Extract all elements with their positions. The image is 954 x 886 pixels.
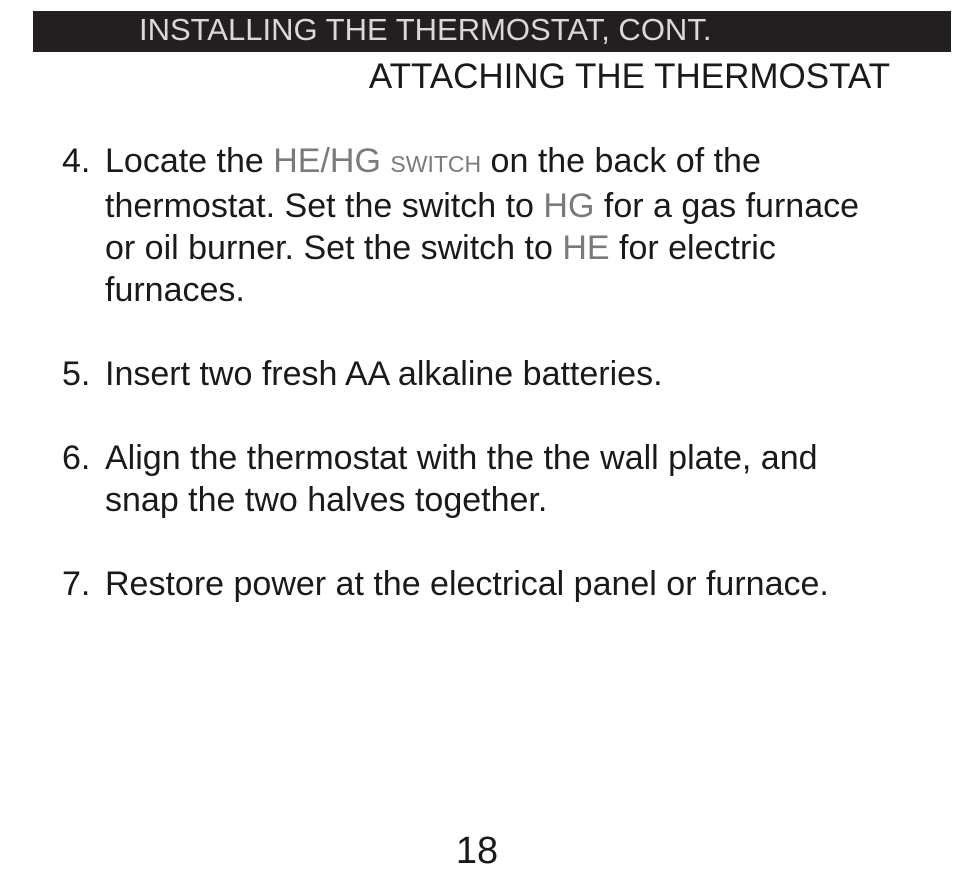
step-text: Align the thermostat with the the wall plate, and snap the two halves together. (105, 439, 818, 519)
switch-term-he: HE (562, 229, 610, 267)
page-subtitle: ATTACHING THE THERMOSTAT (368, 57, 890, 96)
step-item-5 (62, 353, 882, 395)
step-text-part: Locate the (105, 142, 274, 180)
step-item-4 (62, 140, 882, 311)
page-number: 18 (455, 830, 499, 872)
switch-term-he-hg: HE/HG (273, 142, 381, 180)
step-number: 7. (62, 565, 91, 603)
section-title: INSTALLING THE THERMOSTAT, CONT. (139, 12, 712, 47)
step-number: 4. (62, 142, 91, 180)
step-text (105, 140, 882, 311)
step-item-7 (62, 563, 882, 605)
switch-term-hg: HG (543, 187, 595, 225)
step-text: Restore power at the electrical panel or furnace. (105, 565, 829, 603)
section-header-bar (33, 11, 951, 52)
steps-list (62, 140, 882, 647)
step-text: Insert two fresh AA alkaline batteries. (105, 355, 663, 393)
step-text-part: for a gas furnace or oil burner. Set the switch to (105, 187, 860, 267)
step-text-part: for electric furnaces. (105, 229, 776, 309)
switch-term-label: SWITCH (390, 151, 482, 177)
step-number: 5. (62, 355, 91, 393)
step-item-6 (62, 437, 882, 521)
step-number: 6. (62, 439, 91, 477)
step-text-part: on the back of the thermostat. Set the switch to (105, 142, 761, 225)
